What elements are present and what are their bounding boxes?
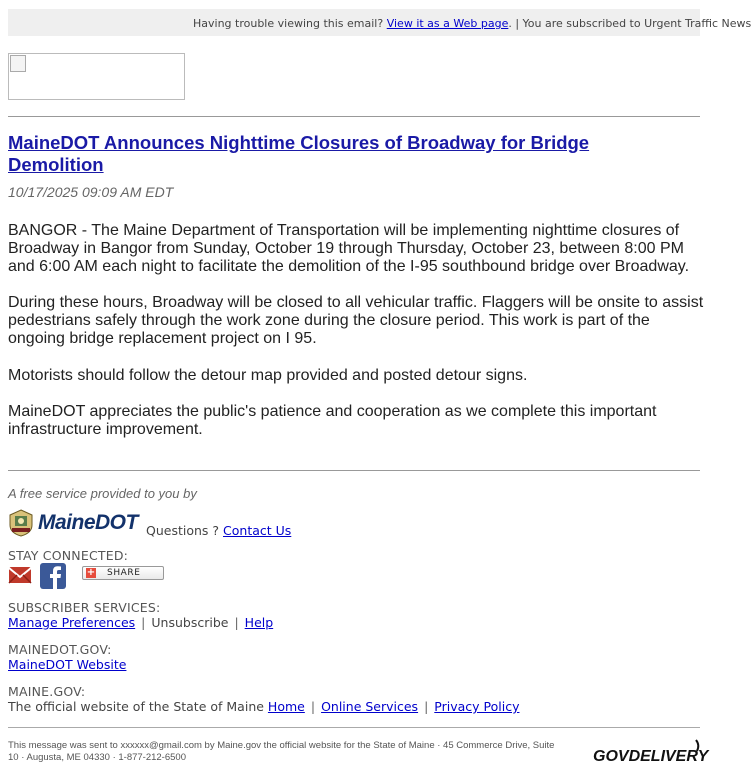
share-label: SHARE bbox=[107, 568, 141, 578]
contact-us-link[interactable]: Contact Us bbox=[223, 523, 292, 538]
footer-message bbox=[8, 740, 588, 764]
subscriber-links bbox=[8, 615, 273, 630]
share-button[interactable] bbox=[82, 566, 164, 580]
help-link[interactable]: Help bbox=[244, 615, 274, 630]
questions-label: Questions ? bbox=[146, 523, 220, 538]
separator: | bbox=[141, 615, 146, 630]
subscriber-services-label: SUBSCRIBER SERVICES: bbox=[8, 600, 161, 615]
mainedot-website-row bbox=[8, 657, 126, 672]
maine-gov-row bbox=[8, 699, 519, 714]
questions-row bbox=[146, 523, 291, 538]
online-services-link[interactable]: Online Services bbox=[321, 699, 419, 714]
divider bbox=[8, 727, 700, 728]
top-bar bbox=[8, 9, 751, 36]
free-service-text: A free service provided to you by bbox=[8, 486, 197, 501]
addthis-plus-icon: + bbox=[86, 567, 96, 578]
broken-image-icon bbox=[10, 55, 26, 72]
header-banner-image bbox=[8, 53, 185, 100]
top-bar-text bbox=[193, 17, 751, 30]
divider bbox=[8, 470, 700, 471]
subscribed-text: . | You are subscribed to Urgent Traffic News bbox=[508, 17, 751, 30]
separator: | bbox=[310, 699, 316, 714]
manage-preferences-link[interactable]: Manage Preferences bbox=[8, 615, 136, 630]
divider bbox=[8, 116, 700, 117]
govdelivery-logo[interactable] bbox=[592, 737, 709, 767]
mainedot-logo[interactable] bbox=[8, 507, 138, 539]
article-paragraph: During these hours, Broadway will be closed to all vehicular traffic. Flaggers will be onsite to assist pedestrians safely through the work zone during the closure period. This work is part of the ongoing bridge replacement project on I 95. bbox=[8, 294, 704, 347]
trouble-viewing-text: Having trouble viewing this email? bbox=[193, 17, 384, 30]
facebook-icon[interactable] bbox=[40, 563, 66, 589]
unsubscribe-text[interactable]: Unsubscribe bbox=[151, 615, 229, 630]
headline-link[interactable]: MaineDOT Announces Nighttime Closures of Broadway for Bridge Demolition bbox=[8, 132, 590, 175]
article-date: 10/17/2025 09:09 AM EDT bbox=[8, 184, 174, 200]
stay-connected-label: STAY CONNECTED: bbox=[8, 548, 129, 563]
maine-gov-label: MAINE.GOV: bbox=[8, 684, 86, 699]
separator: | bbox=[234, 615, 239, 630]
email-icon[interactable] bbox=[8, 564, 32, 586]
article-paragraph: BANGOR - The Maine Department of Transportation will be implementing nighttime closures of Broadway in Bangor from Sunday, October 19 through Thursday, October 23, between 8:00 PM and 6:00 AM each night to facilitate the demolition of the I-95 southbound bridge over Broadway. bbox=[8, 222, 690, 275]
view-web-page-link[interactable]: View it as a Web page bbox=[386, 17, 509, 30]
article-paragraph: Motorists should follow the detour map provided and posted detour signs. bbox=[8, 367, 528, 384]
govdelivery-logo-text: GOVDELIVERY bbox=[593, 748, 709, 765]
mainedot-website-link[interactable]: MaineDOT Website bbox=[8, 657, 127, 672]
article-paragraph: MaineDOT appreciates the public's patience and cooperation as we complete this important infrastructure improvement. bbox=[8, 403, 657, 438]
footer-message-line: This message was sent to xxxxxx@gmail.com by Maine.gov the official website for the State of Maine · 45 Commerce Drive, Suite bbox=[8, 740, 555, 751]
logo-text: MaineDOT bbox=[38, 511, 138, 534]
article-headline bbox=[8, 132, 648, 176]
separator: | bbox=[424, 699, 429, 714]
footer-message-line: 10 · Augusta, ME 04330 · 1-877-212-6500 bbox=[8, 752, 186, 763]
official-website-text: The official website of the State of Maine bbox=[8, 699, 264, 714]
privacy-policy-link[interactable]: Privacy Policy bbox=[434, 699, 520, 714]
home-link[interactable]: Home bbox=[267, 699, 305, 714]
maine-seal-icon bbox=[8, 509, 34, 537]
mainedot-gov-label: MAINEDOT.GOV: bbox=[8, 642, 112, 657]
